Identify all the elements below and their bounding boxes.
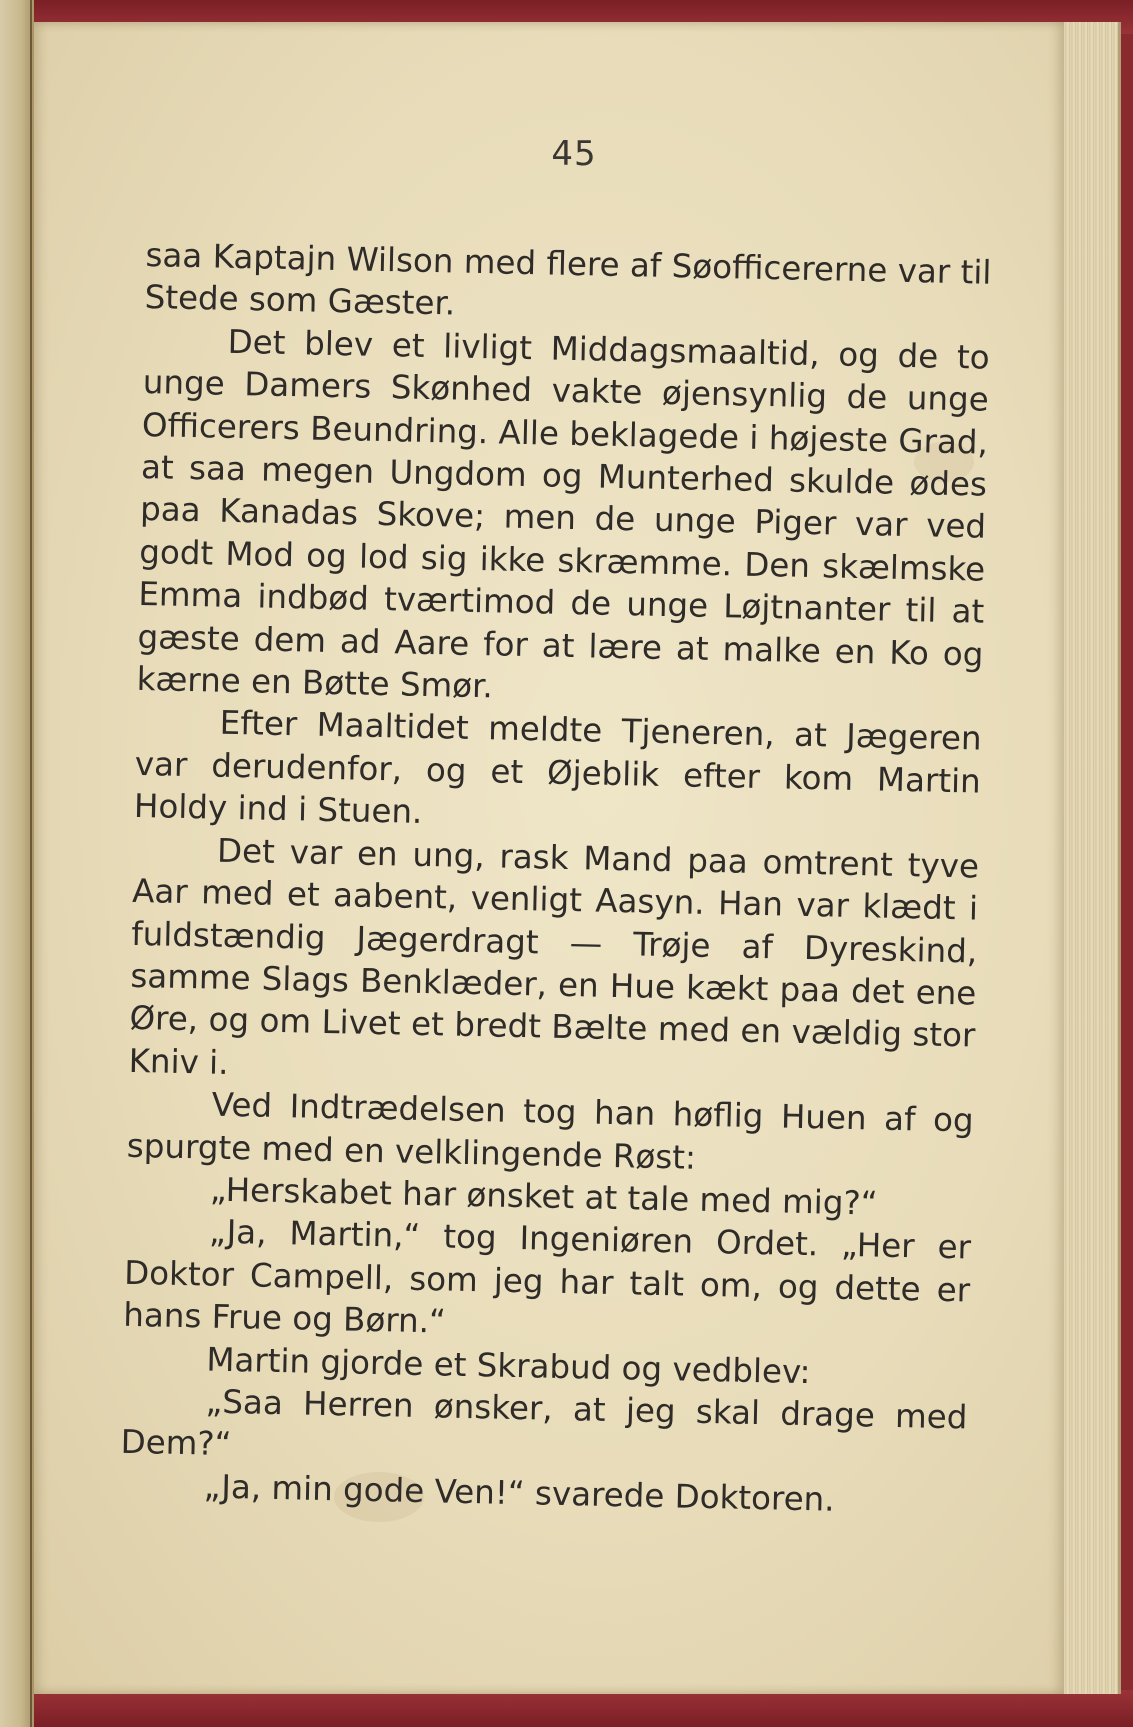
book-page xyxy=(34,22,1064,1694)
paragraph: Det var en ung, rask Mand paa omtrent tyve Aar med et aabent, venligt Aasyn. Han var klædt i fuldstændig Jægerdragt — Trøje af Dyreskind, samme Slags Benklæder, en Hue kækt paa det ene Øre, og om Livet et bredt Bælte med en vældig stor Kniv i. xyxy=(128,831,980,1082)
paragraph: „Ja, min gode Ven!“ svarede Doktoren. xyxy=(203,1467,835,1519)
book-gutter xyxy=(0,0,34,1727)
paragraph: Efter Maaltidet meldte Tjeneren, at Jægeren var derudenfor, og et Øjeblik efter kom Martin Holdy ind i Stuen. xyxy=(133,704,983,832)
gutter-line xyxy=(30,0,32,1727)
paragraph: „Saa Herren ønsker, at jeg skal drage med Dem?“ xyxy=(120,1382,968,1464)
paragraph: Det blev et livligt Middagsmaaltid, og de to unge Damers Skønhed vakte øjensynlig de unge Officerers Beundring. Alle beklagede i højeste Grad, at saa megen Ungdom og Munterhed skulde ødes paa Kanadas Skove; men de unge Piger var ved godt Mod og lod sig ikke skræmme. Den skælmske Emma indbød tværtimod de unge Løjtnanter til at gæste dem ad Aare for at lære at malke en Ko og kærne en Bøtte Smør. xyxy=(136,322,990,706)
paragraph: Martin gjorde et Skrabud og vedblev: xyxy=(206,1340,811,1391)
page-fore-edge xyxy=(1058,22,1121,1694)
paragraph: „Herskabet har ønsket at tale med mig?“ xyxy=(209,1170,878,1223)
book-cover-bottom-edge xyxy=(0,1690,1133,1727)
paragraph: „Ja, Martin,“ tog Ingeniøren Ordet. „Her er Doktor Campell, som jeg har talt om, og dette er hans Frue og Børn.“ xyxy=(122,1212,972,1341)
body-text xyxy=(119,234,991,1524)
paragraph: saa Kaptajn Wilson med flere af Søofficererne var til Stede som Gæster. xyxy=(144,235,992,323)
page-number: 45 xyxy=(551,134,597,174)
paragraph: Ved Indtrædelsen tog han høflig Huen af og spurgte med en velklingende Røst: xyxy=(126,1085,975,1177)
